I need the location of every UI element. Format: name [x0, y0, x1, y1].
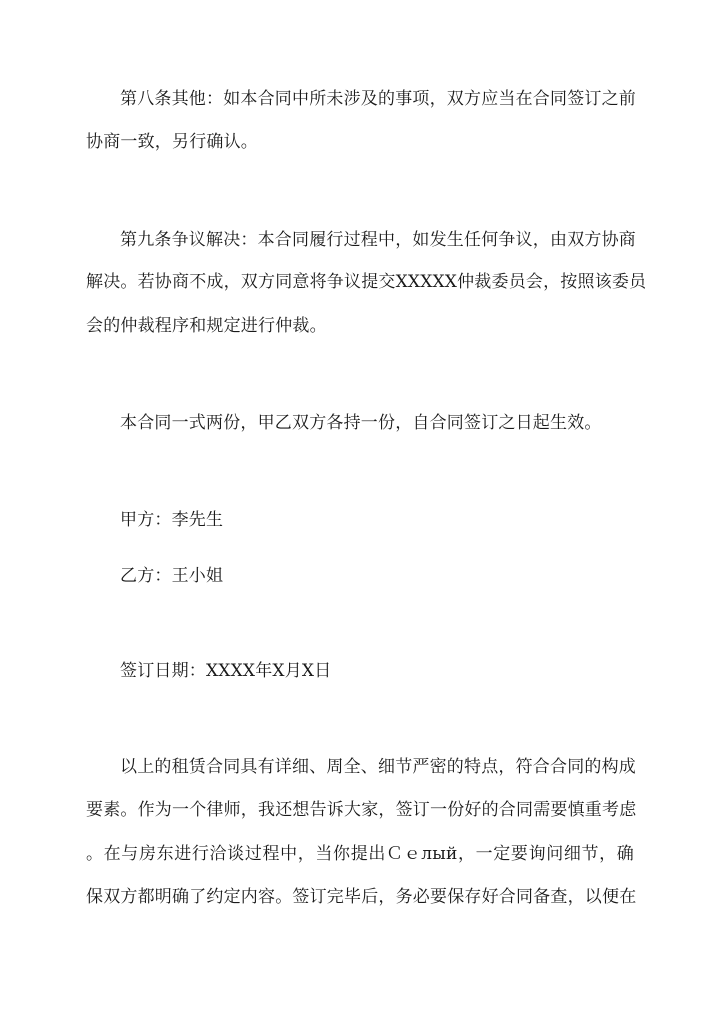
- closing-line-1: 以上的租赁合同具有详细、周全、细节严密的特点，符合合同的构成: [120, 757, 636, 777]
- effect-clause: 本合同一式两份，甲乙双方各持一份，自合同签订之日起生效。: [120, 413, 602, 433]
- closing-line-2: 要素。作为一个律师，我还想告诉大家，签订一份好的合同需要慎重考虑: [86, 800, 637, 820]
- party-b: 乙方：王小姐: [120, 566, 224, 586]
- party-a: 甲方：李先生: [120, 510, 224, 530]
- signing-date: 签订日期：XXXX年X月X日: [120, 661, 332, 681]
- closing-line-3: 。在与房东进行洽谈过程中，当你提出Ｃｅлый，一定要询问细节，确: [86, 844, 634, 864]
- article-9-line-1: 第九条争议解决：本合同履行过程中，如发生任何争议，由双方协商: [120, 230, 636, 250]
- article-8-line-1: 第八条其他：如本合同中所未涉及的事项，双方应当在合同签订之前: [120, 89, 636, 109]
- closing-line-4: 保双方都明确了约定内容。签订完毕后，务必要保存好合同备查，以便在: [86, 887, 637, 907]
- article-9-line-2: 解决。若协商不成，双方同意将争议提交XXXXX仲裁委员会，按照该委员: [86, 272, 647, 292]
- article-9-line-3: 会的仲裁程序和规定进行仲裁。: [86, 316, 327, 336]
- article-8-line-2: 协商一致，另行确认。: [86, 132, 258, 152]
